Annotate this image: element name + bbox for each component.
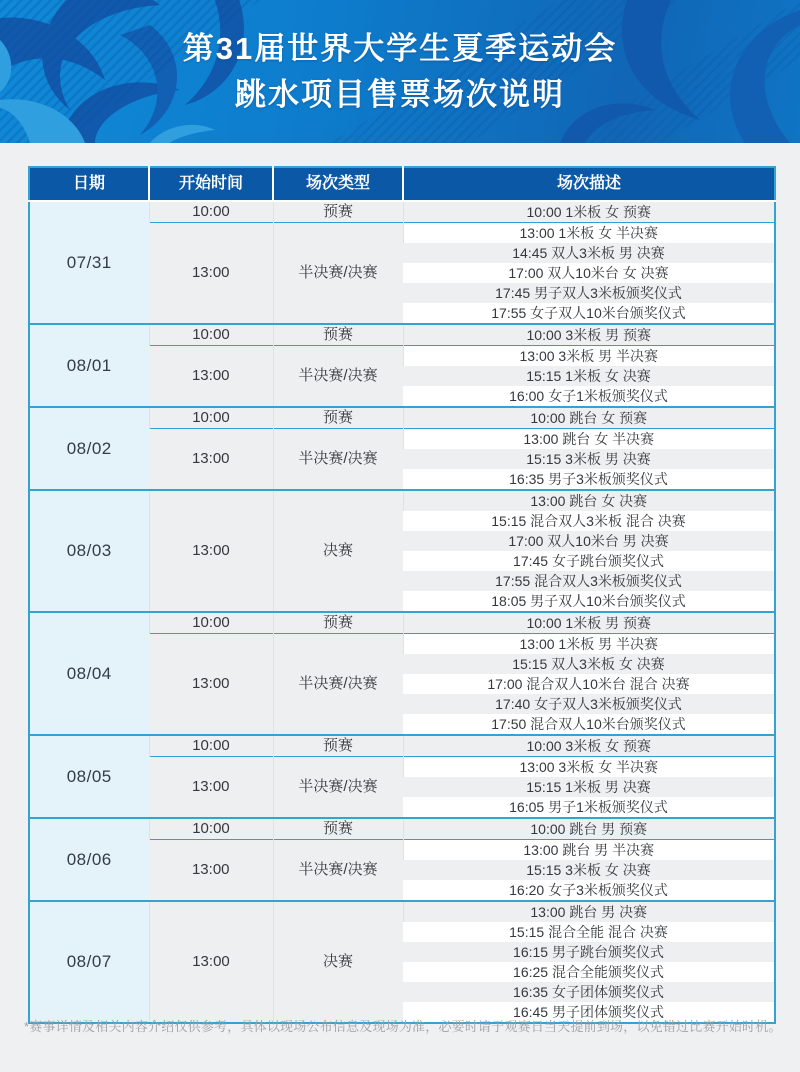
date-cell: 08/06 [29, 818, 149, 901]
banner-titles [0, 0, 800, 143]
start-time-cell: 10:00 [149, 324, 273, 346]
session-type-cell: 半决赛/决赛 [273, 429, 403, 491]
event-description-cell: 15:15 双人3米板 女 决赛 [403, 654, 775, 674]
schedule-row [29, 612, 775, 634]
event-description-cell: 13:00 1米板 女 半决赛 [403, 223, 775, 244]
event-description-cell: 17:55 混合双人3米板颁奖仪式 [403, 571, 775, 591]
column-header-date: 日期 [29, 167, 149, 201]
event-description-cell: 13:00 跳台 男 决赛 [403, 901, 775, 922]
schedule-row [29, 901, 775, 922]
session-type-cell: 决赛 [273, 490, 403, 612]
schedule-row [29, 490, 775, 511]
start-time-cell: 13:00 [149, 840, 273, 902]
event-description-cell: 16:15 男子跳台颁奖仪式 [403, 942, 775, 962]
table-header-row [29, 167, 775, 201]
event-description-cell: 17:00 混合双人10米台 混合 决赛 [403, 674, 775, 694]
date-cell: 08/03 [29, 490, 149, 612]
start-time-cell: 13:00 [149, 901, 273, 1023]
event-description-cell: 13:00 跳台 女 半决赛 [403, 429, 775, 450]
page-title-line2: 跳水项目售票场次说明 [235, 76, 565, 112]
start-time-cell: 13:00 [149, 634, 273, 736]
session-type-cell: 预赛 [273, 818, 403, 840]
session-type-cell: 预赛 [273, 324, 403, 346]
column-header-time: 开始时间 [149, 167, 273, 201]
session-type-cell: 预赛 [273, 612, 403, 634]
schedule-row [29, 324, 775, 346]
start-time-cell: 13:00 [149, 757, 273, 819]
event-description-cell: 10:00 3米板 男 预赛 [403, 324, 775, 346]
start-time-cell: 13:00 [149, 429, 273, 491]
schedule-row [29, 407, 775, 429]
start-time-cell: 10:00 [149, 612, 273, 634]
schedule-table [28, 166, 776, 1024]
event-description-cell: 16:00 女子1米板颁奖仪式 [403, 386, 775, 407]
event-description-cell: 17:45 男子双人3米板颁奖仪式 [403, 283, 775, 303]
date-cell: 08/07 [29, 901, 149, 1023]
date-cell: 08/01 [29, 324, 149, 407]
event-description-cell: 16:35 女子团体颁奖仪式 [403, 982, 775, 1002]
footnote-disclaimer: *赛事详情及相关内容介绍仅供参考，具体以现场公布信息及现场为准，必要时请于观赛日当天提前到场，以免错过比赛开始时机。 [24, 1019, 782, 1034]
schedule-table-container [28, 166, 776, 1024]
date-cell: 08/04 [29, 612, 149, 735]
page-title-line1: 第31届世界大学生夏季运动会 [182, 31, 618, 67]
event-description-cell: 15:15 3米板 男 决赛 [403, 449, 775, 469]
banner [0, 0, 800, 143]
event-description-cell: 10:00 跳台 男 预赛 [403, 818, 775, 840]
event-description-cell: 10:00 3米板 女 预赛 [403, 735, 775, 757]
session-type-cell: 半决赛/决赛 [273, 840, 403, 902]
event-description-cell: 17:50 混合双人10米台颁奖仪式 [403, 714, 775, 735]
event-description-cell: 10:00 1米板 男 预赛 [403, 612, 775, 634]
event-description-cell: 17:00 双人10米台 女 决赛 [403, 263, 775, 283]
start-time-cell: 10:00 [149, 735, 273, 757]
schedule-row [29, 201, 775, 223]
session-type-cell: 半决赛/决赛 [273, 346, 403, 408]
session-type-cell: 预赛 [273, 201, 403, 223]
event-description-cell: 10:00 跳台 女 预赛 [403, 407, 775, 429]
event-description-cell: 17:45 女子跳台颁奖仪式 [403, 551, 775, 571]
event-description-cell: 17:40 女子双人3米板颁奖仪式 [403, 694, 775, 714]
session-type-cell: 半决赛/决赛 [273, 757, 403, 819]
event-description-cell: 16:25 混合全能颁奖仪式 [403, 962, 775, 982]
start-time-cell: 10:00 [149, 201, 273, 223]
event-description-cell: 15:15 3米板 女 决赛 [403, 860, 775, 880]
session-type-cell: 半决赛/决赛 [273, 223, 403, 325]
session-type-cell: 决赛 [273, 901, 403, 1023]
event-description-cell: 17:00 双人10米台 男 决赛 [403, 531, 775, 551]
event-description-cell: 10:00 1米板 女 预赛 [403, 201, 775, 223]
start-time-cell: 13:00 [149, 346, 273, 408]
event-description-cell: 18:05 男子双人10米台颁奖仪式 [403, 591, 775, 612]
start-time-cell: 10:00 [149, 818, 273, 840]
column-header-type: 场次类型 [273, 167, 403, 201]
event-description-cell: 17:55 女子双人10米台颁奖仪式 [403, 303, 775, 324]
column-header-desc: 场次描述 [403, 167, 775, 201]
event-description-cell: 14:45 双人3米板 男 决赛 [403, 243, 775, 263]
event-description-cell: 16:35 男子3米板颁奖仪式 [403, 469, 775, 490]
event-description-cell: 16:05 男子1米板颁奖仪式 [403, 797, 775, 818]
session-type-cell: 预赛 [273, 407, 403, 429]
event-description-cell: 13:00 跳台 女 决赛 [403, 490, 775, 511]
event-description-cell: 16:20 女子3米板颁奖仪式 [403, 880, 775, 901]
session-type-cell: 预赛 [273, 735, 403, 757]
start-time-cell: 13:00 [149, 490, 273, 612]
event-description-cell: 15:15 混合双人3米板 混合 决赛 [403, 511, 775, 531]
start-time-cell: 13:00 [149, 223, 273, 325]
event-description-cell: 13:00 3米板 女 半决赛 [403, 757, 775, 778]
date-cell: 08/05 [29, 735, 149, 818]
event-description-cell: 13:00 1米板 男 半决赛 [403, 634, 775, 655]
event-description-cell: 13:00 3米板 男 半决赛 [403, 346, 775, 367]
event-description-cell: 15:15 1米板 男 决赛 [403, 777, 775, 797]
event-description-cell: 15:15 1米板 女 决赛 [403, 366, 775, 386]
schedule-row [29, 735, 775, 757]
date-cell: 08/02 [29, 407, 149, 490]
event-description-cell: 15:15 混合全能 混合 决赛 [403, 922, 775, 942]
start-time-cell: 10:00 [149, 407, 273, 429]
schedule-row [29, 818, 775, 840]
event-description-cell: 13:00 跳台 男 半决赛 [403, 840, 775, 861]
date-cell: 07/31 [29, 201, 149, 324]
event-description-cell: 16:45 男子团体颁奖仪式 [403, 1002, 775, 1023]
session-type-cell: 半决赛/决赛 [273, 634, 403, 736]
